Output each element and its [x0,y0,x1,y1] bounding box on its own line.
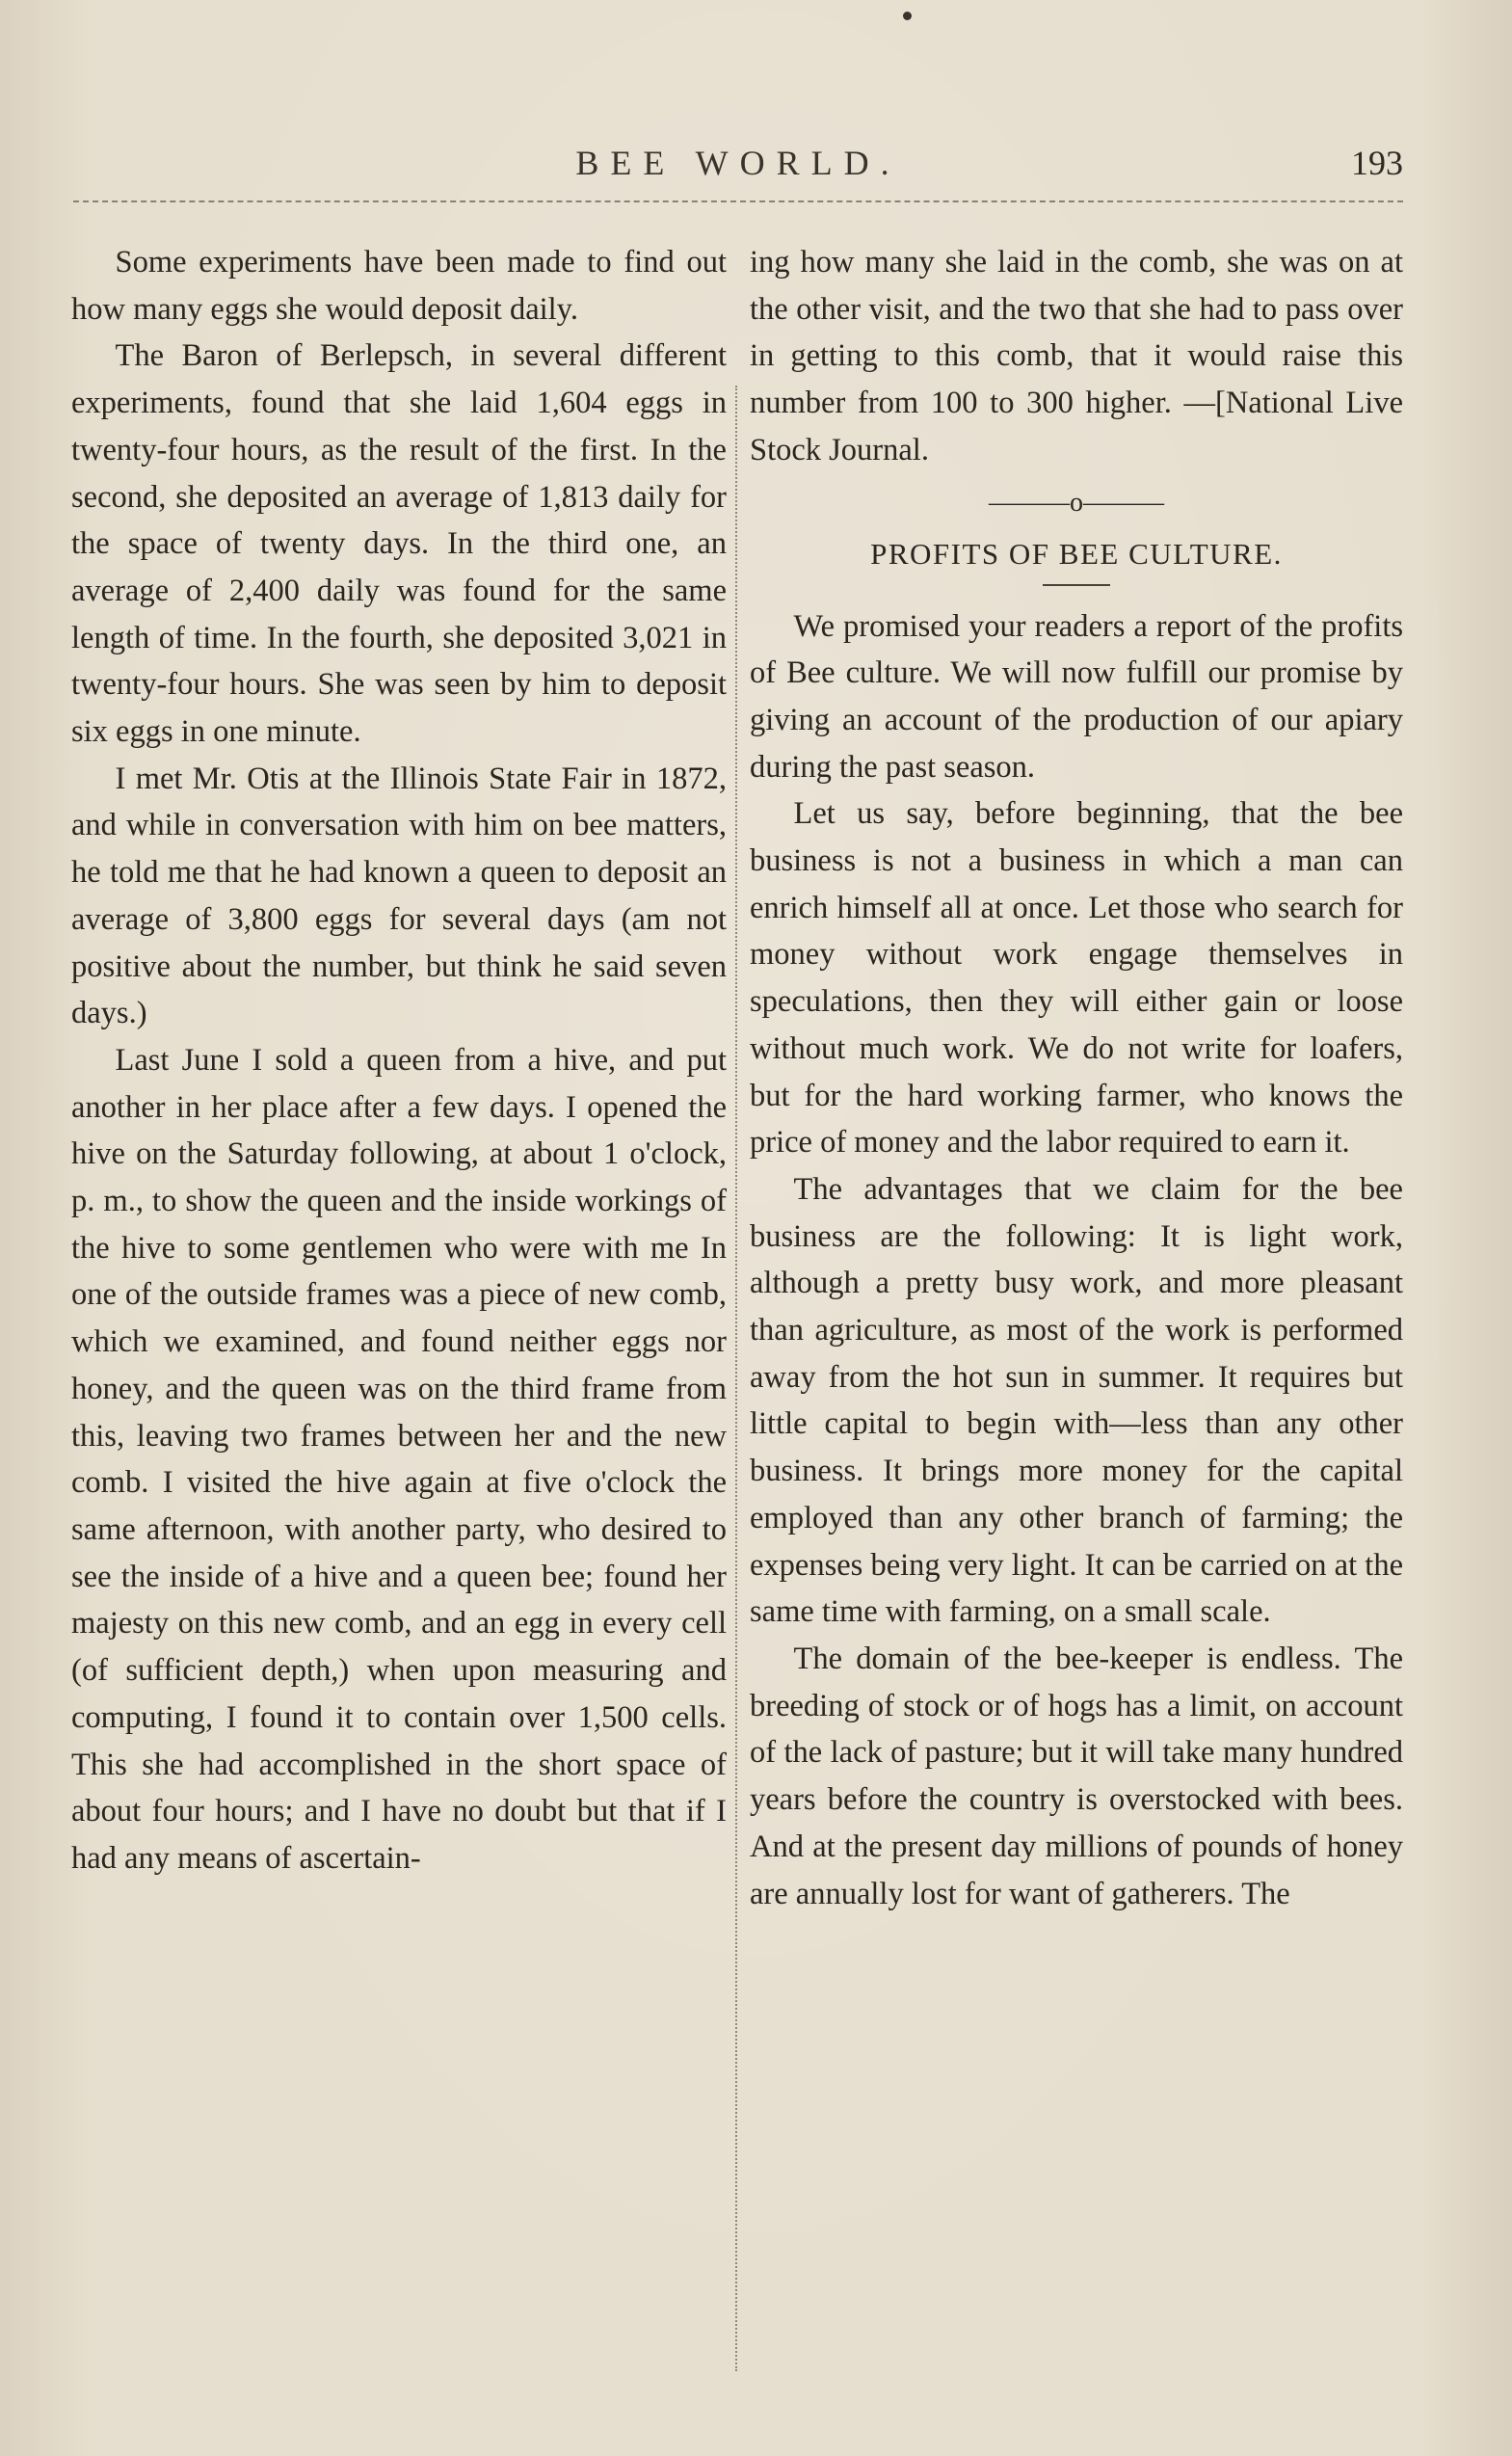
paragraph: The domain of the bee-keeper is endless. The breeding of stock or of hogs has a limit, on account of the lack of pasture; but it will take many hundred years before the country is overstocked with bees. And at the present day millions of pounds of honey are annually lost for want of gatherers. The [750,1641,1403,1911]
page-header [73,143,1403,200]
section-separator: ———o——— [989,487,1164,518]
right-column [750,239,1403,1917]
continued-paragraph: ing how many she laid in the comb, she was on at the other visit, and the two that she had to pass over in getting to this comb, that it would raise this number from 100 to 300 higher. —[National Live Stock Journal. [750,245,1403,467]
header-rule [73,200,1403,202]
page-number: 193 [1351,144,1403,182]
paragraph: Some experiments have been made to find out how many eggs she would deposit daily. [71,245,727,327]
paragraph: We promised your readers a report of the profits of Bee culture. We will now fulfill our promise by giving an account of the production of our apiary during the past season. [750,608,1403,785]
left-column [71,239,727,1882]
section-heading: PROFITS OF BEE CULTURE. [870,536,1283,571]
paragraph: Last June I sold a queen from a hive, and put another in her place after a few days. I opened the hive on the Saturday following, at about 1 o'clock, p. m., to show the queen and the inside workings of the hive to some gentlemen who were with me In one of the outside frames was a piece of new comb, which we examined, and found neither eggs nor honey, and the queen was on the third frame from this, leaving two frames between her and the new comb. I visited the hive again at five o'clock the same afternoon, with another party, who desired to see the inside of a hive and a queen bee; found her majesty on this new comb, and an egg in every cell (of sufficient depth,) when upon measuring and computing, I found it to contain over 1,500 cells. This she had accomplished in the short space of about four hours; and I have no doubt but that if I had any means of ascertain- [71,1042,727,1876]
paragraph: The Baron of Berlepsch, in several different experiments, found that she laid 1,604 eggs in twenty-four hours, as the result of the first. In the second, she deposited an average of 1,813 daily for the space of twenty days. In the third one, an average of 2,400 daily was found for the same length of time. In the fourth, she deposited 3,021 in twenty-four hours. She was seen by him to deposit six eggs in one minute. [71,338,727,750]
ink-speck [903,12,912,20]
paragraph: The advantages that we claim for the bee business are the following: It is light work, although a pretty busy work, and more pleasant than agriculture, as most of the work is performed away from the hot sun in summer. It requires but little capital to begin with—less than any other business. It brings more money for the capital employed than any other branch of farming; the expenses being very light. It can be carried on at the same time with farming, on a small scale. [750,1171,1403,1630]
paragraph: Let us say, before beginning, that the bee business is not a business in which a man can enrich himself all at once. Let those who search for money without work engage themselves in speculations, then they will either gain or loose without much work. We do not write for loafers, but for the hard working farmer, who knows the price of money and the labor required to earn it. [750,796,1403,1161]
paragraph: I met Mr. Otis at the Illinois State Fair in 1872, and while in conversation with him on bee matters, he told me that he had known a queen to deposit an average of 3,800 eggs for several days (am not positive about the number, but think he said seven days.) [71,761,727,1031]
heading-rule [1043,584,1110,586]
running-head: BEE WORLD. [575,144,901,182]
column-divider [735,386,737,2371]
